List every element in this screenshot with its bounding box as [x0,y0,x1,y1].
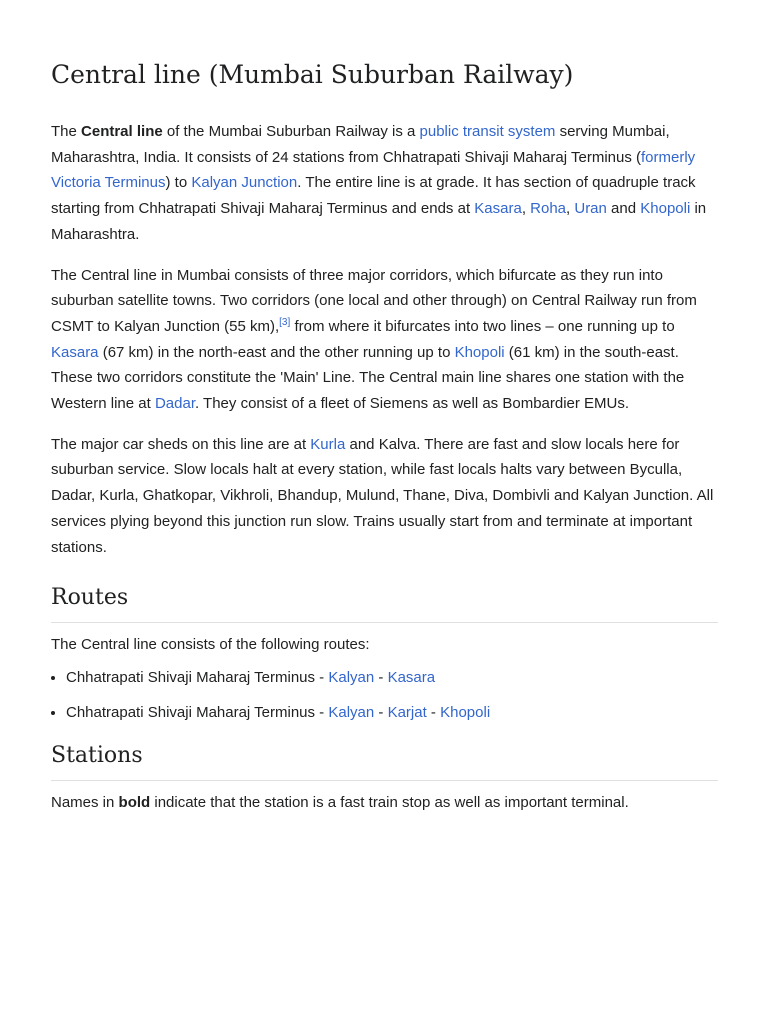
separator: - [374,668,388,686]
text: serving [555,123,613,140]
link-mumbai-suburban-railway[interactable]: Mumbai Suburban Railway [208,123,388,140]
link-roha[interactable]: Roha [530,200,567,218]
separator: - [315,668,329,686]
link-csmt[interactable]: Chhatrapati Shivaji Maharaj Terminus [66,668,316,686]
separator: - [315,703,329,721]
reference-3[interactable]: [3] [279,316,291,328]
page-title: Central line (Mumbai Suburban Railway) [51,60,574,89]
text: and [606,200,641,218]
route-item [66,665,718,690]
text: The major car sheds on this line are at [51,435,311,453]
car-sheds-paragraph [51,432,718,561]
text: and Kalva. There are fast and slow locals here for suburban service. Slow locals halt at every station, while fast locals halts vary between Byculla, Dadar, Kurla, Ghatkopar, Vikhroli, Bhandup, Mulund, Thane, Diva, Dombivli and Kalyan Junction. All services plying beyond this junction run slow. Trains usually start from and terminate at important stations. [51,435,714,556]
text: from where it bifurcates into two lines – one running up to [290,317,675,335]
routes-intro: The Central line consists of the following routes: [51,636,370,654]
link-csmt-2[interactable]: Chhatrapati Shivaji Maharaj Terminus [138,200,388,218]
text: , [566,200,575,218]
link-csmt[interactable]: Chhatrapati Shivaji Maharaj Terminus [382,148,632,166]
link-csmt[interactable]: Chhatrapati Shivaji Maharaj Terminus [66,703,316,721]
link-karjat[interactable]: Karjat [387,703,427,721]
link-kasara[interactable]: Kasara [387,668,436,686]
text: and ends at [387,200,475,218]
text: ) to [165,174,192,192]
link-khopoli[interactable]: Khopoli [440,703,491,721]
text: . The entire line is at grade. It has section of quadruple track starting from [51,174,696,218]
link-kalyan[interactable]: Kalyan [328,668,375,686]
link-kurla[interactable]: Kurla [310,435,346,453]
text: (67 km) in the north-east and the other running up to [98,343,455,361]
link-dadar[interactable]: Dadar [154,395,195,413]
link-kalyan[interactable]: Kalyan [328,703,375,721]
separator: - [374,703,388,721]
routes-list [51,665,718,725]
section-heading-stations: Stations [51,739,718,781]
text: The Central line in Mumbai consists of three major corridors, which bifurcate as they run into suburban satellite towns. Two corridors (one local and other through) on Central Railway run from CSMT to Kalyan Junction (55 km), [51,266,697,335]
text: , [521,200,531,218]
text: (61 km) in the south-east. These two corridors constitute the 'Main' Line. The Central main line shares one station with the Western line at [51,343,685,413]
text: ( [631,148,642,166]
link-kalyan-junction[interactable]: Kalyan Junction [191,174,298,192]
text: indicate that the station is a fast train stop as well as important terminal. [150,793,629,811]
text: in Maharashtra. [51,200,707,243]
bold-term: Central line [81,123,163,140]
link-public-transit-system[interactable]: public transit system [419,123,556,140]
link-kasara[interactable]: Kasara [51,343,99,361]
corridors-paragraph [51,263,718,417]
text: The [51,123,82,140]
link-khopoli[interactable]: Khopoli [454,343,505,361]
separator: - [426,703,441,721]
text: of the [162,123,209,140]
link-mumbai[interactable]: Mumbai [612,123,666,140]
link-kasara[interactable]: Kasara [474,200,522,218]
link-khopoli[interactable]: Khopoli [640,200,691,218]
text: Names in [51,793,119,811]
link-uran[interactable]: Uran [574,200,607,218]
link-formerly-victoria-terminus[interactable]: formerly Victoria Terminus [51,148,696,192]
route-item [66,700,718,725]
section-heading-routes: Routes [51,581,718,623]
intro-paragraph [51,119,718,248]
stations-intro [51,790,718,816]
bold-term: bold [118,793,151,811]
text: . They consist of a fleet of Siemens as well as Bombardier EMUs. [194,395,630,413]
text: is a [387,123,420,140]
text: , Maharashtra, India. It consists of 24 stations from [51,123,670,166]
